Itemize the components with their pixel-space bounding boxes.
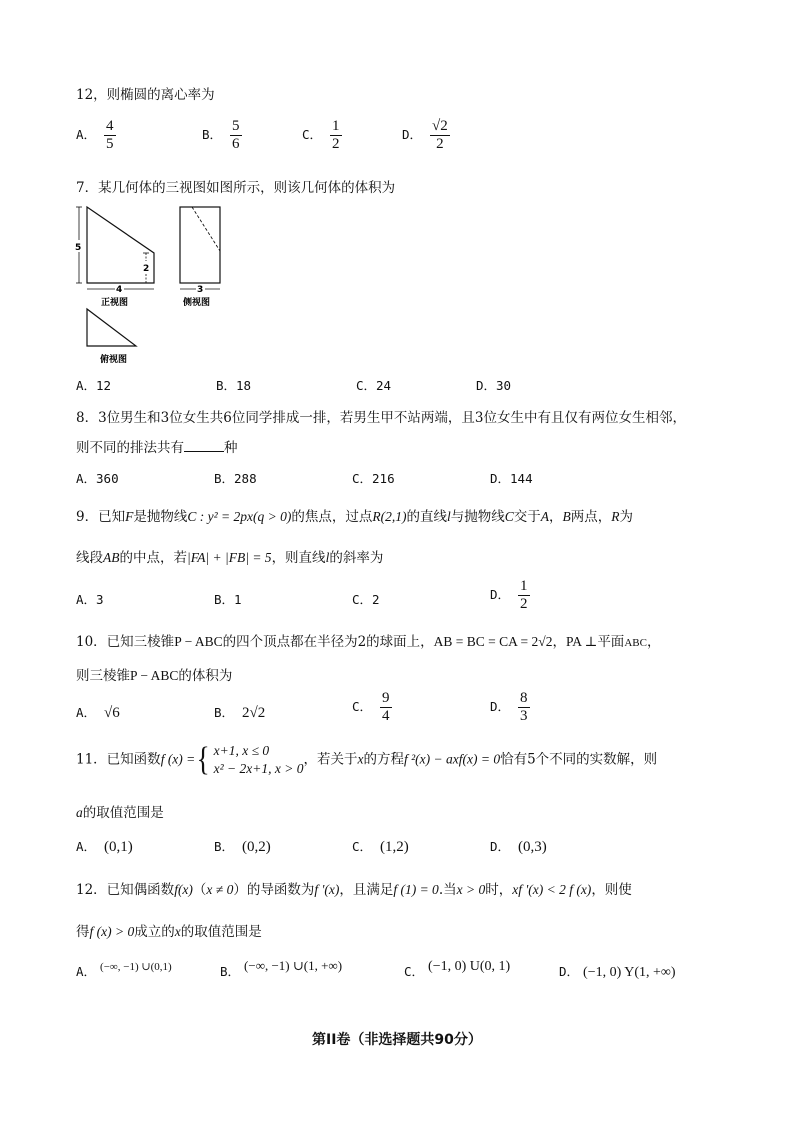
q8-stem-line1: 8．3位男生和3位女生共6位同学排成一排，若男生甲不站两端，且3位女生中有且仅有两位女生相邻， <box>76 410 686 426</box>
front-view-label: 正视图 <box>101 298 129 308</box>
three-view-figure <box>74 200 234 370</box>
q11-option-b: B． (0,2) <box>214 839 271 855</box>
dim-4-label: 4 <box>116 285 123 295</box>
q6-option-d: D． $\frac{√2}{2}$ <box>402 118 448 152</box>
q12-option-a: A． (−∞, −1) ∪(0,1) <box>76 961 172 979</box>
q8-option-d: D．144 <box>490 471 533 486</box>
q8-option-a: A．360 <box>76 471 119 486</box>
q11-stem-line2: a的取值范围是 <box>76 805 164 821</box>
q12-option-c: C． (−1, 0) U(0, 1) <box>404 959 511 979</box>
q10-option-a: A． √6 <box>76 705 120 721</box>
q11-stem-line1: 11．已知函数f (x) = { x+1, x ≤ 0 x² − 2x+1, x > 0 ，若关于x的方程f ²(x) − axf(x) = 0恰有5个不同的实数解，则 <box>76 741 658 778</box>
q10-option-c: C． $\frac{9}{4}$ <box>352 690 390 724</box>
q11-option-c: C． (1,2) <box>352 839 409 855</box>
q6-option-b: B． $\frac{5}{6}$ <box>202 118 240 152</box>
q9-option-d: D． $\frac{1}{2}$ <box>490 578 528 612</box>
q10-option-d: D． $\frac{8}{3}$ <box>490 690 528 724</box>
q7-option-b: B．18 <box>216 378 252 393</box>
q11-option-d: D． (0,3) <box>490 839 547 855</box>
q6-option-a: A． $\frac{4}{5}$ <box>76 118 114 152</box>
q7-option-c: C．24 <box>356 378 392 393</box>
piecewise-function: { x+1, x ≤ 0 x² − 2x+1, x > 0 <box>196 741 304 778</box>
q12-option-b: B． (−∞, −1) ∪(1, +∞) <box>220 958 343 979</box>
q8-option-b: B．288 <box>214 471 257 486</box>
q12-option-d: D． (−1, 0) Y(1, +∞) <box>559 964 676 980</box>
side-view <box>180 207 220 289</box>
dim-2-label: 2 <box>143 264 150 274</box>
q10-stem-line2: 则三棱锥P − ABC的体积为 <box>76 668 233 684</box>
q7-stem: 7．某几何体的三视图如图所示，则该几何体的体积为 <box>76 180 396 196</box>
q8-stem-line2: 则不同的排法共有 种 <box>76 440 238 456</box>
answer-blank <box>184 439 224 452</box>
side-view-label: 侧视图 <box>183 298 211 308</box>
q12-stem-line1: 12．已知偶函数f(x)（x ≠ 0）的导函数为f '(x)，且满足f (1) = 0.当x > 0时，xf '(x) < 2 f (x)，则使 <box>76 882 632 898</box>
q9-stem-line1: 9．已知F是抛物线C : y² = 2px(q > 0)的焦点，过点R(2,1)的直线l与抛物线C交于A，B两点，R为 <box>76 509 633 525</box>
q9-option-a: A．3 <box>76 592 104 607</box>
section-title: 第II卷（非选择题共90分） <box>312 1032 482 1048</box>
q10-stem-line1: 10．已知三棱锥P − ABC的四个顶点都在半径为2的球面上，AB = BC = CA = 2√2，PA ⊥平面ABC， <box>76 634 661 650</box>
q9-option-b: B．1 <box>214 592 242 607</box>
dim-3-label: 3 <box>197 285 204 295</box>
q7-option-d: D．30 <box>476 378 512 393</box>
q10-option-b: B． 2√2 <box>214 705 266 721</box>
q11-option-a: A． (0,1) <box>76 839 133 855</box>
q7-option-a: A．12 <box>76 378 112 393</box>
q9-option-c: C．2 <box>352 592 380 607</box>
top-view <box>87 309 136 346</box>
q6-option-c: C． $\frac{1}{2}$ <box>302 118 340 152</box>
top-view-label: 俯视图 <box>100 355 128 365</box>
q12-stem-line2: 得f (x) > 0成立的x的取值范围是 <box>76 924 262 940</box>
front-view <box>76 207 154 289</box>
q6-stem-tail: 12，则椭圆的离心率为 <box>76 87 215 103</box>
q9-stem-line2: 线段AB的中点，若|FA| + |FB| = 5，则直线l的斜率为 <box>76 550 384 566</box>
q8-option-c: C．216 <box>352 471 395 486</box>
dim-5-label: 5 <box>75 243 82 253</box>
